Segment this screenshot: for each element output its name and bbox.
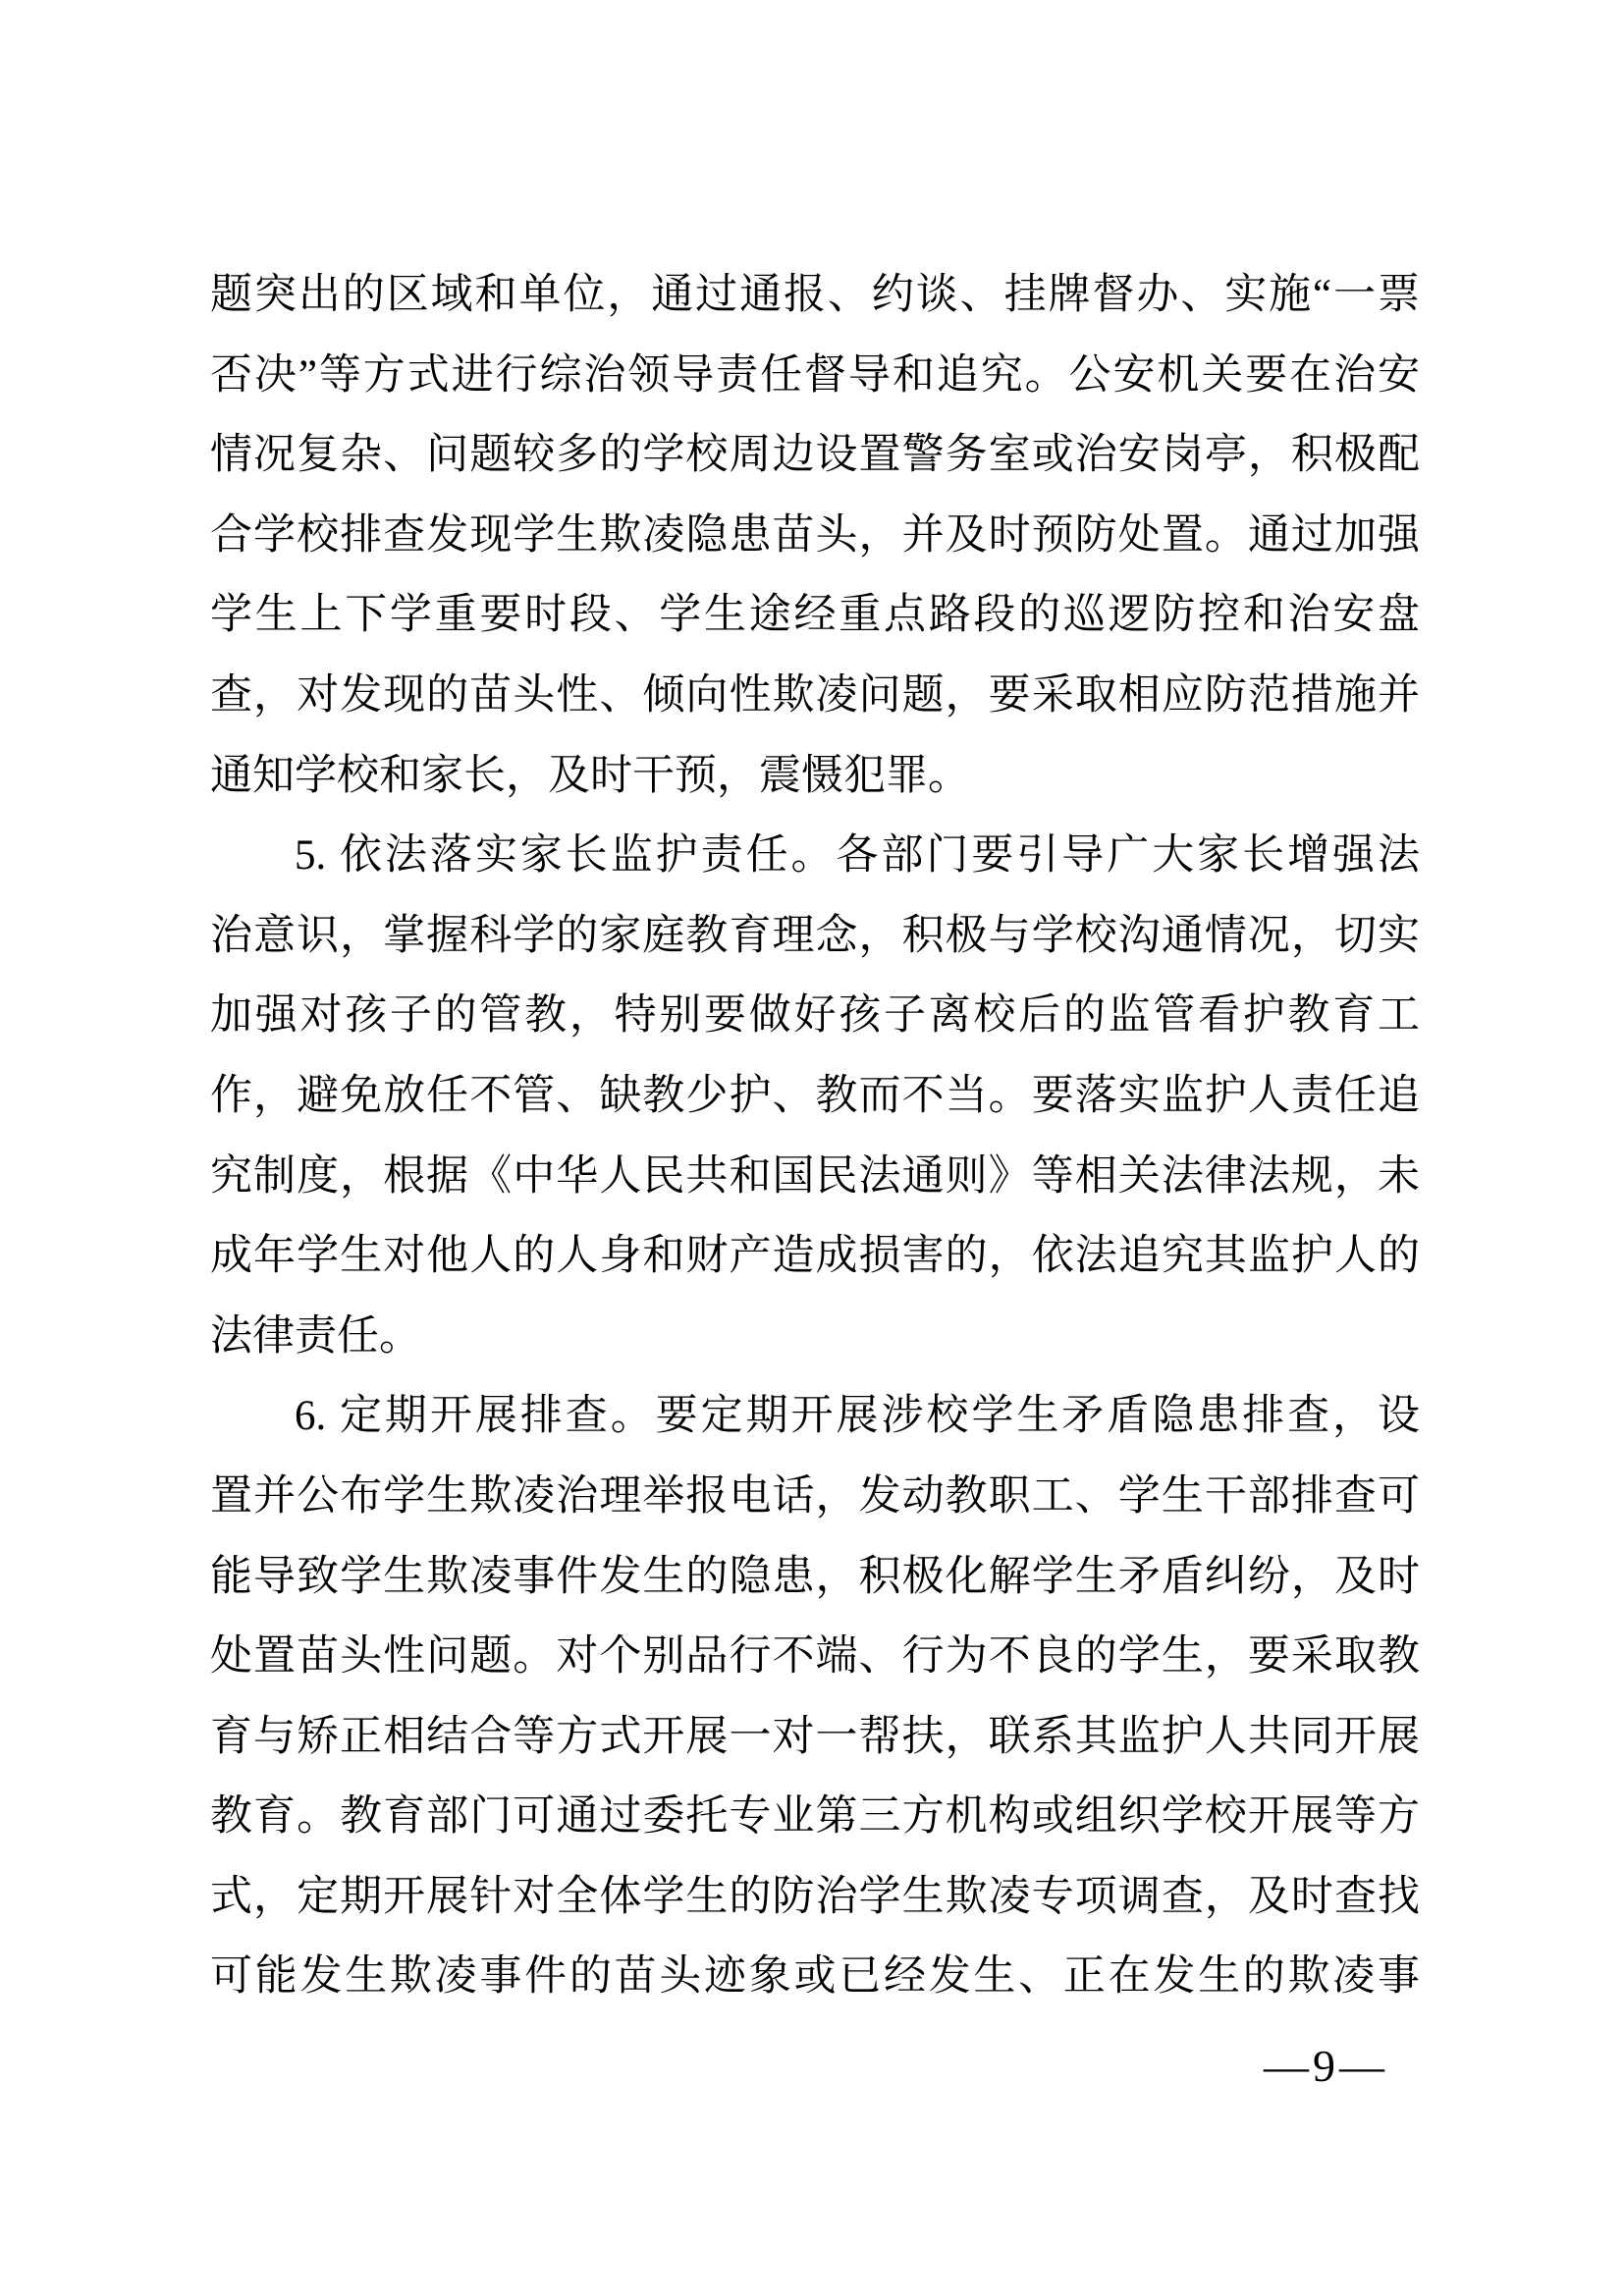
text-line: 能导致学生欺凌事件发生的隐患，积极化解学生矛盾纠纷，及时	[210, 1553, 1420, 1600]
text-line: 通知学校和家长，及时干预，震慑犯罪。	[210, 752, 970, 799]
text-line: 加强对孩子的管教，特别要做好孩子离校后的监管看护教育工	[210, 992, 1420, 1040]
text-line: 情况复杂、问题较多的学校周边设置警务室或治安岗亭，积极配	[210, 432, 1420, 479]
text-line: 究制度，根据《中华人民共和国民法通则》等相关法律法规，未	[210, 1152, 1420, 1200]
text-line: 作，避免放任不管、缺教少护、教而不当。要落实监护人责任追	[210, 1072, 1420, 1119]
text-line: 学生上下学重要时段、学生途经重点路段的巡逻防控和治安盘	[210, 592, 1420, 639]
text-line: 治意识，掌握科学的家庭教育理念，积极与学校沟通情况，切实	[210, 912, 1420, 959]
text-line: 5. 依法落实家长监护责任。各部门要引导广大家长增强法	[295, 832, 1420, 880]
text-line: 育与矫正相结合等方式开展一对一帮扶，联系其监护人共同开展	[210, 1713, 1420, 1760]
text-line: 教育。教育部门可通过委托专业第三方机构或组织学校开展等方	[210, 1793, 1420, 1841]
text-line: 处置苗头性问题。对个别品行不端、行为不良的学生，要采取教	[210, 1633, 1420, 1681]
text-line: 可能发生欺凌事件的苗头迹象或已经发生、正在发生的欺凌事	[210, 1953, 1420, 2001]
body-text	[210, 255, 1420, 2017]
text-line: 题突出的区域和单位，通过通报、约谈、挂牌督办、实施“一票	[210, 272, 1420, 318]
text-line: 置并公布学生欺凌治理举报电话，发动教职工、学生干部排查可	[210, 1472, 1420, 1520]
text-line: 法律责任。	[210, 1312, 421, 1360]
page-number: —9—	[1264, 2041, 1388, 2091]
text-line: 6. 定期开展排查。要定期开展涉校学生矛盾隐患排查，设	[295, 1393, 1420, 1440]
text-line: 合学校排查发现学生欺凌隐患苗头，并及时预防处置。通过加强	[210, 511, 1420, 559]
text-line: 查，对发现的苗头性、倾向性欺凌问题，要采取相应防范措施并	[210, 671, 1420, 719]
text-line: 否决”等方式进行综治领导责任督导和追究。公安机关要在治安	[210, 351, 1420, 399]
text-line: 式，定期开展针对全体学生的防治学生欺凌专项调查，及时查找	[210, 1873, 1420, 1920]
text-line: 成年学生对他人的人身和财产造成损害的，依法追究其监护人的	[210, 1233, 1420, 1280]
